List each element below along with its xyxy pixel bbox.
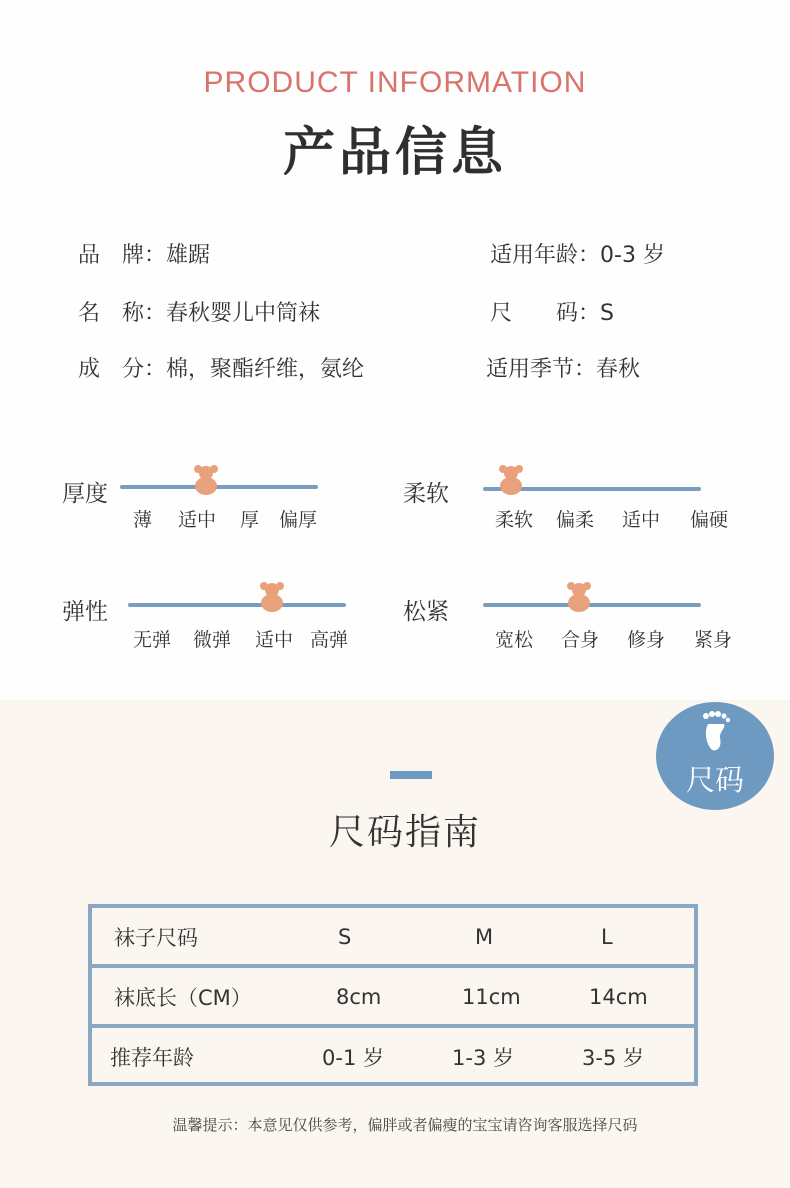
tightness-option: 宽松	[495, 629, 534, 651]
season-value: 春秋	[596, 357, 641, 382]
table-cell: 1-3 岁	[452, 1046, 514, 1070]
tightness-bear-icon	[565, 580, 593, 612]
material-row: 成 分：棉，聚酯纤维，氨纶	[78, 352, 364, 383]
age-value: 0-3 岁	[600, 243, 665, 268]
elasticity-option: 无弹	[133, 629, 172, 651]
softness-label: 柔软	[403, 481, 449, 507]
size-value: S	[600, 301, 614, 326]
thickness-label: 厚度	[62, 481, 108, 507]
table-cell: M	[475, 925, 494, 949]
tightness-option: 修身	[627, 629, 666, 651]
elasticity-bear-icon	[258, 580, 286, 612]
table-cell: 14cm	[589, 985, 648, 1009]
english-title: PRODUCT INFORMATION	[203, 66, 587, 99]
name-value: 春秋婴儿中筒袜	[166, 301, 321, 326]
thickness-option: 薄	[133, 509, 153, 531]
table-cell: 8cm	[336, 985, 382, 1009]
size-row: 尺 码：S	[490, 296, 614, 327]
brand-row: 品 牌：雄踞	[78, 238, 210, 269]
thickness-option: 偏厚	[279, 509, 318, 531]
table-row	[92, 1028, 694, 1086]
softness-option: 柔软	[495, 509, 534, 531]
material-label: 成 分	[78, 357, 145, 382]
name-row: 名 称：春秋婴儿中筒袜	[78, 296, 320, 327]
table-cell: 0-1 岁	[322, 1046, 384, 1070]
elasticity-option: 高弹	[310, 629, 349, 651]
elasticity-option: 适中	[255, 629, 294, 651]
footprint-icon	[700, 710, 732, 752]
softness-bear-icon	[497, 463, 525, 495]
row-label: 袜底长（CM）	[114, 986, 252, 1010]
tightness-option: 合身	[561, 629, 600, 651]
section-divider	[390, 771, 432, 779]
row-label: 袜子尺码	[114, 926, 198, 950]
elasticity-label: 弹性	[62, 599, 108, 625]
brand-label: 品 牌	[78, 243, 145, 268]
season-label: 适用季节	[486, 357, 575, 382]
table-row	[92, 908, 694, 966]
size-badge	[656, 702, 774, 810]
material-value: 棉，聚酯纤维，氨纶	[166, 357, 365, 382]
row-label: 推荐年龄	[110, 1046, 194, 1070]
table-row	[92, 968, 694, 1026]
name-label: 名 称	[78, 301, 145, 326]
thickness-option: 厚	[240, 509, 260, 531]
table-cell: 11cm	[462, 985, 521, 1009]
badge-label: 尺码	[685, 763, 744, 797]
size-table	[88, 904, 698, 1086]
elasticity-slider	[128, 603, 346, 607]
size-guide-title: 尺码指南	[328, 812, 481, 853]
tightness-label: 松紧	[403, 599, 449, 625]
thickness-option: 适中	[178, 509, 217, 531]
page-title: 产品信息	[282, 123, 507, 183]
table-cell: 3-5 岁	[582, 1046, 644, 1070]
season-row: 适用季节：春秋	[486, 352, 640, 383]
softness-option: 适中	[622, 509, 661, 531]
age-row: 适用年龄：0-3 岁	[490, 238, 665, 269]
softness-option: 偏柔	[556, 509, 595, 531]
footnote: 温馨提示：本意见仅供参考，偏胖或者偏瘦的宝宝请咨询客服选择尺码	[172, 1116, 638, 1134]
table-cell: S	[338, 925, 352, 949]
tightness-option: 紧身	[694, 629, 733, 651]
elasticity-option: 微弹	[193, 629, 232, 651]
brand-value: 雄踞	[166, 243, 211, 268]
thickness-bear-icon	[192, 463, 220, 495]
size-label: 尺 码	[490, 301, 579, 326]
softness-option: 偏硬	[690, 509, 729, 531]
table-cell: L	[601, 925, 613, 949]
age-label: 适用年龄	[490, 243, 579, 268]
